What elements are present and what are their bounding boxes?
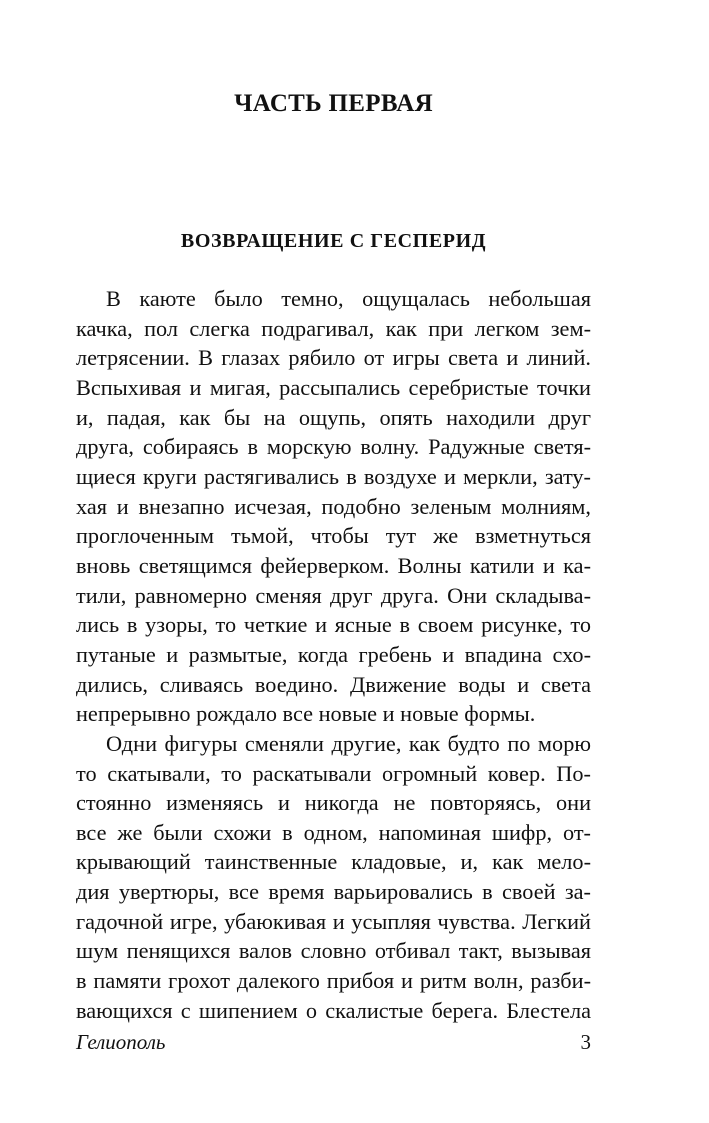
running-title: Гелиополь [76, 1030, 166, 1054]
text-line: шум пенящихся валов словно отбивал такт, вызывая [76, 938, 591, 964]
text-line: непрерывно рождало все новые и новые формы. [76, 701, 536, 727]
text-line: щиеся круги растягивались в воздухе и меркли, зату- [76, 463, 591, 489]
text-line: Вспыхивая и мигая, рассыпались серебристые точки [76, 374, 591, 400]
text-line: качка, пол слегка подрагивал, как при легком зем- [76, 315, 591, 341]
text-line: путаные и размытые, когда гребень и впадина схо- [76, 641, 591, 667]
text-line: хая и внезапно исчезая, подобно зеленым молниям, [76, 493, 591, 519]
text-line: в памяти грохот далекого прибоя и ритм волн, разби- [76, 968, 591, 994]
text-line: лись в узоры, то четкие и ясные в своем рисунке, то [76, 612, 591, 638]
chapter-title: ВОЗВРАЩЕНИЕ С ГЕСПЕРИД [180, 230, 487, 252]
paragraph [76, 284, 591, 729]
text-line: друга, собираясь в морскую волну. Радужные светя- [76, 434, 591, 460]
text-line: тили, равномерно сменяя друг друга. Они складыва- [76, 582, 591, 608]
text-line: крывающий таинственные кладовые, и, как мело- [76, 849, 591, 875]
text-line: то скатывали, то раскатывали огромный ковер. По- [76, 760, 591, 786]
text-line: вновь светящимся фейерверком. Волны катили и ка- [76, 552, 591, 578]
paragraph [76, 729, 591, 1026]
text-line: все же были схожи в одном, напоминая шифр, от- [76, 819, 591, 845]
text-line: стоянно изменяясь и никогда не повторяясь, они [76, 790, 591, 816]
text-line: проглоченным тьмой, чтобы тут же взметнуться [76, 523, 591, 549]
text-line: Одни фигуры сменяли другие, как будто по морю [106, 730, 591, 756]
body-text [76, 284, 591, 1025]
text-line: В каюте было темно, ощущалась небольшая [106, 286, 591, 311]
text-line: летрясении. В глазах рябило от игры света и линий. [76, 345, 591, 371]
text-line: вающихся с шипением о скалистые берега. Блестела [76, 997, 591, 1023]
text-line: и, падая, как бы на ощупь, опять находили друг [76, 404, 591, 430]
part-title: ЧАСТЬ ПЕРВАЯ [234, 90, 433, 117]
text-line: гадочной игре, убаюкивая и усыпляя чувства. Легкий [76, 908, 591, 934]
text-line: дились, сливаясь воедино. Движение воды и света [76, 671, 591, 697]
page-number: 3 [580, 1030, 591, 1054]
text-line: дия увертюры, все время варьировались в своей за- [76, 879, 591, 905]
